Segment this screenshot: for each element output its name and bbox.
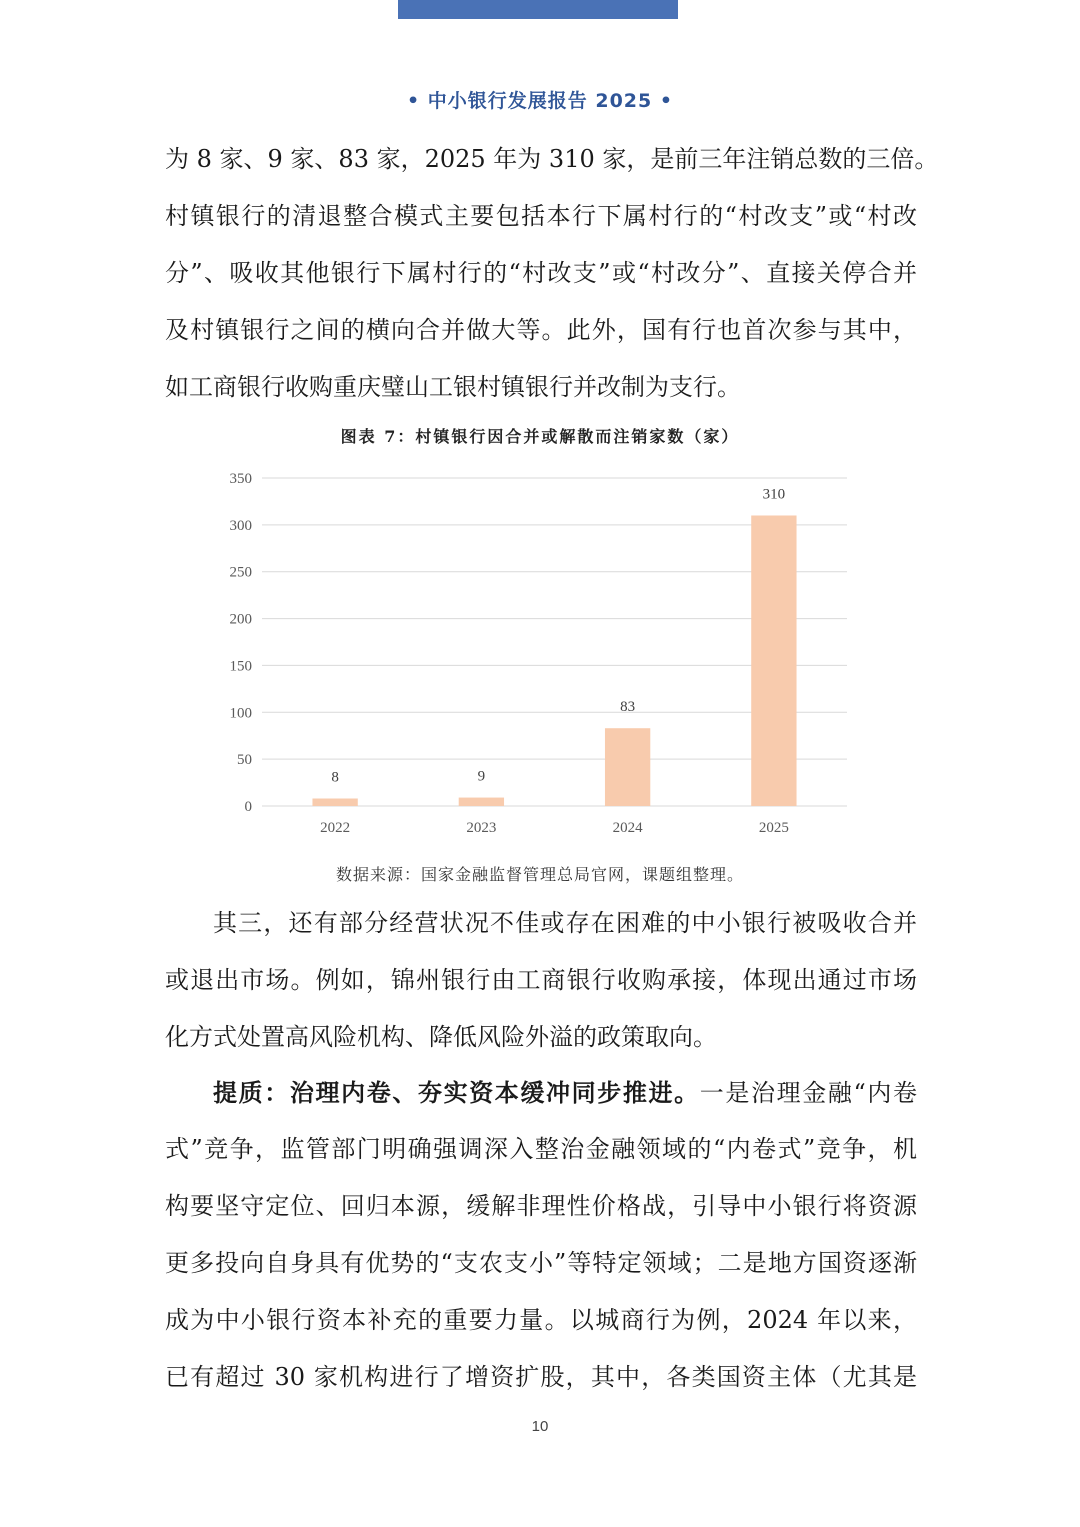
y-tick-label: 50 xyxy=(237,752,252,769)
data-label-2023: 9 xyxy=(477,768,486,785)
x-tick-label-2022: 2022 xyxy=(320,820,351,836)
paragraph-3-line: 式”竞争，监管部门明确强调深入整治金融领域的“内卷式”竞争，机 xyxy=(165,1135,917,1163)
paragraph-2-line: 化方式处置高风险机构、降低风险外溢的政策取向。 xyxy=(165,1023,717,1051)
paragraph-3-line: 构要坚守定位、回归本源，缓解非理性价格战，引导中小银行将资源 xyxy=(165,1192,917,1220)
figure-title: 图表 7：村镇银行因合并或解散而注销家数（家） xyxy=(340,427,740,446)
chart-bars xyxy=(312,515,796,806)
bar-2025 xyxy=(751,515,796,806)
paragraph-1-line: 及村镇银行之间的横向合并做大等。此外，国有行也首次参与其中， xyxy=(165,316,917,344)
bar-chart xyxy=(200,462,860,842)
paragraph-3-line: 更多投向自身具有优势的“支农支小”等特定领域；二是地方国资逐渐 xyxy=(165,1249,917,1277)
paragraph-2 xyxy=(165,895,917,1066)
chart-data-labels xyxy=(331,486,785,785)
paragraph-3-line: 成为中小银行资本补充的重要力量。以城商行为例，2024 年以来， xyxy=(165,1306,917,1334)
chart-x-ticks xyxy=(320,820,789,836)
paragraph-3-lead: 提质：治理内卷、夯实资本缓冲同步推进。 xyxy=(213,1078,700,1107)
paragraph-3 xyxy=(165,1064,917,1406)
paragraph-1-line: 村镇银行的清退整合模式主要包括本行下属村行的“村改支”或“村改 xyxy=(165,202,917,230)
bar-2023 xyxy=(459,798,504,806)
y-tick-label: 200 xyxy=(229,611,252,628)
paragraph-2-line: 其三，还有部分经营状况不佳或存在困难的中小银行被吸收合并 xyxy=(213,909,917,937)
bar-2024 xyxy=(605,728,650,806)
y-tick-label: 300 xyxy=(229,517,252,534)
figure-source: 数据来源：国家金融监督管理总局官网，课题组整理。 xyxy=(335,865,744,884)
y-tick-label: 350 xyxy=(229,471,252,487)
page-number: 10 xyxy=(531,1418,549,1435)
paragraph-1-line: 如工商银行收购重庆璧山工银村镇银行并改制为支行。 xyxy=(165,373,741,401)
data-label-2025: 310 xyxy=(762,486,786,503)
x-tick-label-2024: 2024 xyxy=(612,820,643,836)
y-tick-label: 150 xyxy=(229,658,252,675)
data-label-2024: 83 xyxy=(620,699,636,716)
paragraph-3-first-line-rest: 一是治理金融“内卷 xyxy=(699,1079,917,1107)
x-tick-label-2023: 2023 xyxy=(466,820,497,836)
y-tick-label: 100 xyxy=(229,705,252,722)
bar-2022 xyxy=(312,799,357,806)
header-accent-bar xyxy=(398,0,678,19)
y-tick-label: 0 xyxy=(244,799,252,815)
paragraph-2-line: 或退出市场。例如，锦州银行由工商银行收购承接，体现出通过市场 xyxy=(165,966,917,994)
paragraph-1-line: 为 8 家、9 家、83 家，2025 年为 310 家，是前三年注销总数的三倍。 xyxy=(165,145,939,173)
paragraph-1 xyxy=(165,131,939,416)
paragraph-1-line: 分”、吸收其他银行下属村行的“村改支”或“村改分”、直接关停合并 xyxy=(165,259,917,287)
data-label-2022: 8 xyxy=(331,769,339,786)
y-tick-label: 250 xyxy=(229,564,252,581)
paragraph-3-first-line xyxy=(165,1064,917,1121)
paragraph-3-line: 已有超过 30 家机构进行了增资扩股，其中，各类国资主体（尤其是 xyxy=(165,1363,917,1391)
chart-y-ticks xyxy=(230,471,253,815)
x-tick-label-2025: 2025 xyxy=(758,820,789,836)
running-header: • 中小银行发展报告 2025 • xyxy=(406,90,673,112)
